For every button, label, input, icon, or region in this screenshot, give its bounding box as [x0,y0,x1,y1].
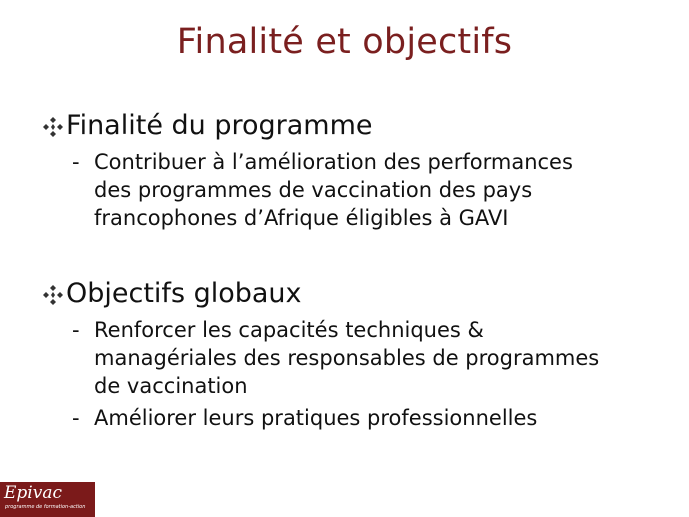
logo-name: Epivac [4,483,62,503]
dash-marker: - [72,150,80,174]
item-line: des programmes de vaccination des pays [94,178,533,202]
item-line: de vaccination [94,374,248,398]
section-finalite [42,110,672,232]
item-line: Contribuer à l’amélioration des performances [94,150,573,174]
list-item [72,148,672,232]
section-objectifs [42,278,672,432]
logo-tagline: programme de formation-action [5,504,86,510]
item-line: managériales des responsables de programmes [94,346,600,370]
section-heading: Objectifs globaux [66,278,302,309]
four-diamond-bullet-icon [42,284,64,306]
epivac-logo [0,482,95,517]
dash-marker: - [72,318,80,342]
list-item [72,404,672,432]
list-item [72,316,672,400]
item-line: Renforcer les capacités techniques & [94,318,484,342]
section-heading-row [42,278,672,310]
item-line: francophones d’Afrique éligibles à GAVI [94,206,509,230]
section-heading: Finalité du programme [66,110,373,141]
item-line: Améliorer leurs pratiques professionnelles [94,406,538,430]
section-heading-row [42,110,672,142]
four-diamond-bullet-icon [42,116,64,138]
dash-marker: - [72,406,80,430]
slide-title: Finalité et objectifs [176,22,513,62]
